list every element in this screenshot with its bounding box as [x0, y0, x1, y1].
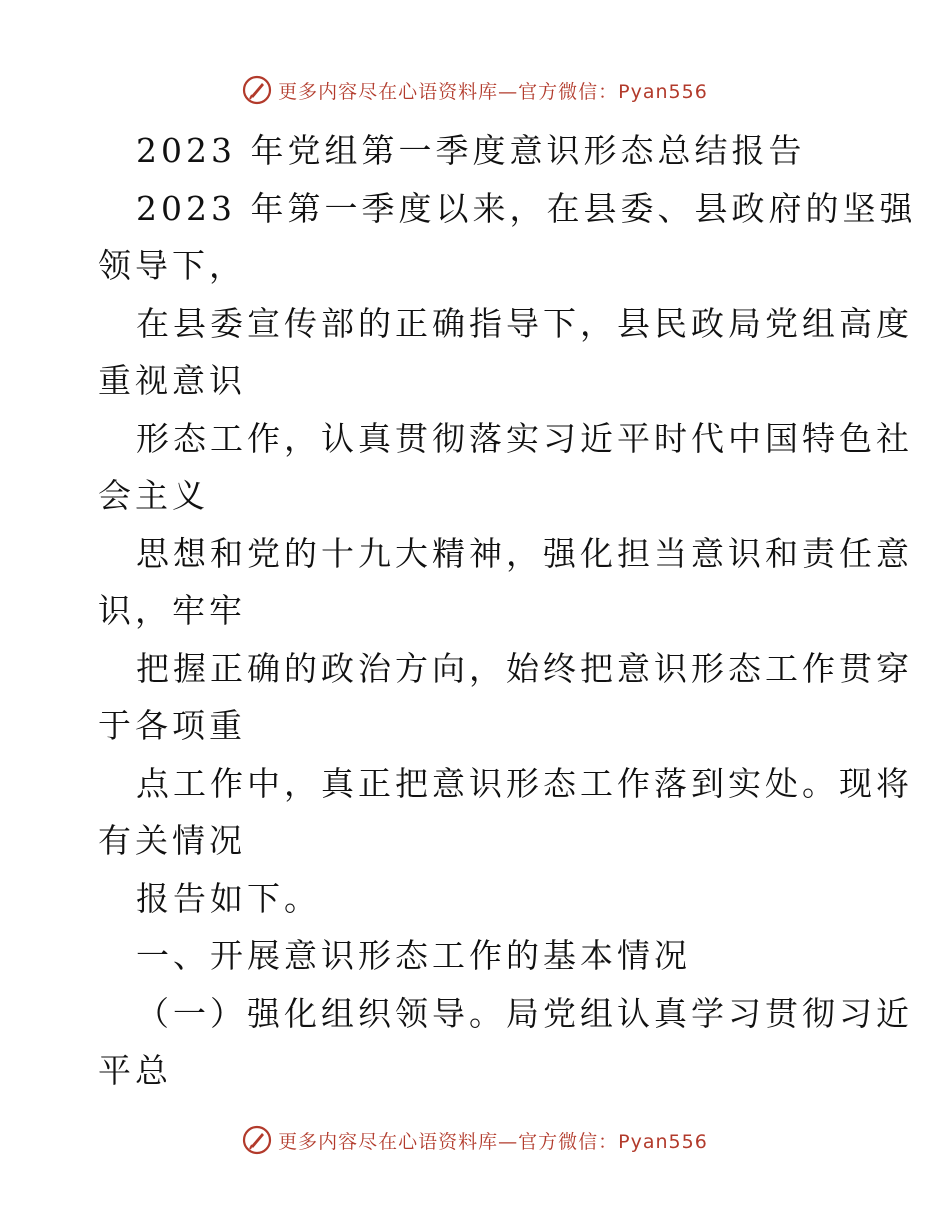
subsection-heading: （一）强化组织领导。局党组认真学习贯彻习近 [136, 993, 913, 1033]
paragraph-line: 会主义 [98, 476, 209, 515]
document-title: 2023 年党组第一季度意识形态总结报告 [136, 131, 806, 170]
paragraph-line: 平总 [98, 1051, 172, 1090]
paragraph-line: 识，牢牢 [98, 591, 246, 630]
paragraph-line: 点工作中，真正把意识形态工作落到实处。现将 [136, 763, 913, 803]
paragraph-line: 报告如下。 [136, 878, 321, 918]
paragraph-line: 把握正确的政治方向，始终把意识形态工作贯穿 [136, 648, 913, 688]
paragraph-line: 于各项重 [98, 706, 246, 745]
paragraph-line: 思想和党的十九大精神，强化担当意识和责任意 [136, 533, 913, 573]
watermark-text: 更多内容尽在心语资料库—官方微信：Pyan556 [278, 1130, 708, 1153]
section-heading: 一、开展意识形态工作的基本情况 [136, 936, 691, 975]
quill-pen-logo-icon [242, 1125, 272, 1155]
paragraph-line: 领导下， [98, 246, 246, 285]
paragraph-line: 在县委宣传部的正确指导下，县民政局党组高度 [136, 303, 913, 343]
paragraph-line: 重视意识 [98, 361, 246, 400]
watermark-text: 更多内容尽在心语资料库—官方微信：Pyan556 [278, 80, 708, 103]
quill-pen-logo-icon [242, 75, 272, 105]
paragraph-line: 有关情况 [98, 821, 246, 860]
header-watermark [0, 72, 950, 108]
document-body [98, 122, 917, 1100]
paragraph-line: 形态工作，认真贯彻落实习近平时代中国特色社 [136, 418, 913, 458]
paragraph-line: 2023 年第一季度以来，在县委、县政府的坚强 [136, 188, 917, 228]
footer-watermark [0, 1122, 950, 1158]
